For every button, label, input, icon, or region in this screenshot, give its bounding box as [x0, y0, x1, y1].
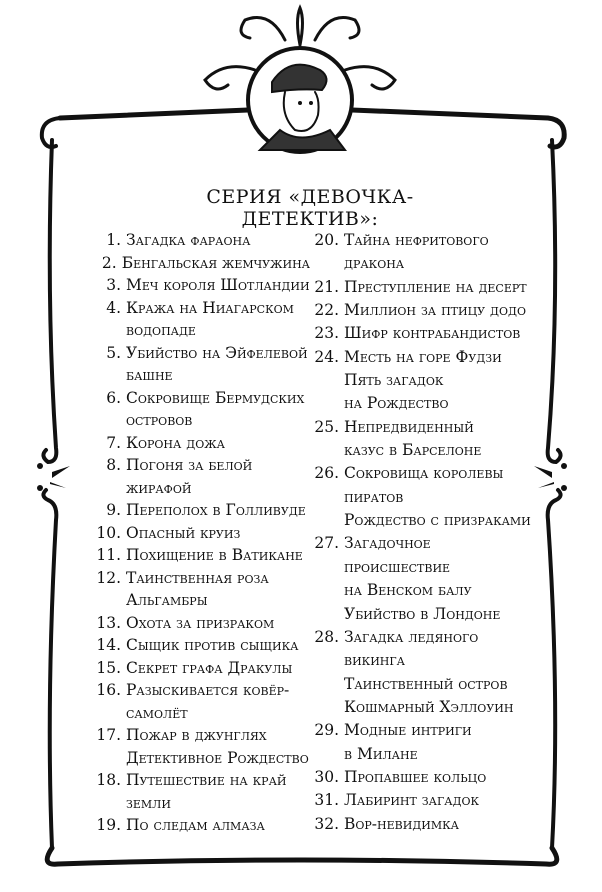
book-entry	[300, 462, 570, 509]
book-title-line: Похищение в Ватикане	[126, 546, 303, 564]
book-entry	[300, 813, 570, 836]
book-entry	[300, 719, 570, 766]
book-number	[300, 696, 344, 719]
book-entry	[70, 454, 310, 499]
book-title	[126, 454, 252, 499]
book-number: 29.	[314, 721, 339, 740]
book-entry	[70, 544, 310, 567]
book-number: 6.	[106, 388, 121, 407]
book-entry	[300, 229, 570, 276]
book-title-line: казус в Барселоне	[344, 441, 482, 460]
book-number: 32.	[314, 814, 339, 833]
book-number: 5.	[106, 343, 121, 362]
book-entry	[300, 673, 570, 696]
detective-portrait-medallion	[248, 48, 352, 152]
book-title-line: Бенгальская жемчужина	[121, 253, 310, 272]
book-number: 26.	[314, 464, 339, 483]
book-number: 21.	[314, 277, 339, 296]
book-title-line: происшествие	[344, 557, 451, 576]
book-title	[126, 387, 304, 432]
book-entry	[70, 274, 310, 297]
book-title-line: Кошмарный Хэллоуин	[344, 697, 514, 716]
book-title	[126, 522, 240, 545]
book-number	[300, 603, 344, 626]
book-title	[126, 274, 310, 297]
book-title	[126, 724, 309, 769]
book-number	[300, 673, 344, 696]
book-number: 2.	[101, 253, 117, 272]
book-title-line: Погоня за белой	[126, 456, 253, 474]
book-number: 8.	[106, 456, 121, 474]
book-number: 11.	[96, 546, 121, 564]
book-title-line: Шифр контрабандистов	[344, 324, 521, 343]
book-title	[344, 813, 459, 836]
book-number: 4.	[106, 298, 121, 317]
book-title-line: Рождество с призраками	[344, 511, 531, 530]
book-title-line: на Венском балу	[344, 581, 472, 600]
book-entry	[70, 769, 310, 814]
book-title	[344, 369, 448, 416]
book-entry	[70, 522, 310, 545]
book-title-line: Разыскивается ковёр-	[126, 681, 290, 699]
book-entry	[70, 679, 310, 724]
book-title-line: Секрет графа Дракулы	[126, 658, 293, 677]
book-entry	[300, 603, 570, 626]
book-title-line: на Рождество	[344, 394, 449, 413]
book-number: 12.	[96, 568, 121, 587]
book-title	[344, 603, 500, 626]
book-entry	[70, 432, 310, 455]
book-title-line: Сокровище Бермудских	[126, 388, 305, 407]
book-list-left	[70, 229, 310, 837]
book-title-line: Сыщик против сыщика	[126, 636, 299, 654]
book-title-line: Миллион за птицу додо	[344, 301, 526, 320]
book-title	[126, 499, 306, 522]
book-title-line: Убийство в Лондоне	[344, 604, 501, 623]
book-entry	[70, 814, 310, 837]
book-number: 20.	[314, 231, 339, 249]
book-entry	[300, 789, 570, 812]
book-title	[344, 719, 472, 766]
book-entry	[70, 499, 310, 522]
book-title	[126, 769, 287, 814]
book-title-line: По следам алмаза	[126, 816, 265, 834]
book-entry	[70, 229, 310, 252]
book-title-line: Пропавшее кольцо	[344, 767, 487, 786]
book-title-line: Альгамбры	[126, 591, 208, 609]
book-title	[344, 229, 489, 276]
book-title-line: Модные интриги	[344, 721, 472, 740]
book-title-line: Опасный круиз	[126, 523, 241, 542]
book-entry	[70, 297, 310, 342]
book-title-line: Загадка ледяного	[344, 627, 479, 646]
series-title: СЕРИЯ «ДЕВОЧКА-ДЕТЕКТИВ»:	[206, 186, 414, 230]
book-entry	[300, 299, 570, 322]
book-title	[126, 679, 289, 724]
book-number: 27.	[314, 534, 339, 553]
book-title	[344, 673, 508, 696]
book-entry	[70, 724, 310, 769]
book-title	[126, 657, 292, 680]
book-title	[126, 297, 294, 342]
book-title-line: Месть на горе Фудзи	[344, 347, 502, 366]
book-number: 28.	[314, 627, 339, 646]
book-number: 14.	[96, 636, 121, 654]
book-title	[344, 789, 479, 812]
book-entry	[300, 276, 570, 299]
book-title-line: Загадочное	[344, 534, 431, 553]
book-title	[126, 229, 250, 252]
book-number: 23.	[314, 324, 339, 343]
book-title	[344, 346, 502, 369]
book-title-line: Убийство на Эйфелевой	[126, 343, 308, 362]
book-title	[126, 544, 303, 567]
book-title-line: Корона дожа	[126, 433, 225, 452]
book-title-line: Загадка фараона	[126, 231, 251, 249]
book-entry	[300, 369, 570, 416]
book-number: 18.	[96, 771, 121, 789]
book-title-line: Таинственная роза	[126, 568, 269, 587]
book-title-line: Переполох в Голливуде	[126, 501, 306, 519]
book-number: 19.	[96, 816, 121, 834]
book-entry	[300, 509, 570, 532]
book-number: 3.	[106, 276, 121, 294]
frame-bottom	[47, 848, 557, 864]
book-list-right	[300, 229, 570, 836]
book-title-line: Тайна нефритового	[344, 231, 489, 249]
book-title	[344, 696, 513, 719]
book-entry	[70, 342, 310, 387]
book-title	[344, 322, 520, 345]
book-title-line: дракона	[344, 254, 405, 273]
book-title-line: башне	[126, 366, 173, 384]
book-number: 1.	[106, 231, 121, 249]
book-title-line: Пожар в джунглях	[126, 726, 267, 744]
book-number: 30.	[314, 767, 339, 786]
book-title-line: викинга	[344, 651, 405, 670]
book-title-line: Преступление на десерт	[344, 277, 527, 296]
book-title	[126, 612, 274, 635]
book-title-line: жирафой	[126, 478, 192, 497]
book-title	[344, 766, 486, 789]
book-title	[122, 252, 310, 275]
frame-top-left	[42, 110, 248, 147]
book-number: 9.	[106, 501, 121, 519]
book-title	[344, 299, 526, 322]
book-number: 13.	[96, 613, 121, 632]
book-number: 31.	[314, 791, 339, 810]
book-number: 10.	[96, 523, 121, 542]
book-entry	[70, 612, 310, 635]
book-title	[344, 532, 472, 602]
frame-left-top	[43, 140, 56, 462]
book-title	[126, 634, 298, 657]
book-title-line: Вор-невидимка	[344, 814, 459, 833]
book-title	[344, 626, 478, 673]
book-entry	[300, 696, 570, 719]
book-title-line: в Милане	[344, 744, 418, 763]
book-entry	[70, 387, 310, 432]
left-flourish	[37, 463, 70, 491]
book-title	[126, 814, 265, 837]
book-number	[300, 509, 344, 532]
book-number: 7.	[106, 433, 121, 452]
book-title-line: земли	[126, 793, 171, 812]
book-entry	[300, 766, 570, 789]
book-title-line: самолёт	[126, 703, 188, 722]
frame-left-bottom	[43, 490, 56, 848]
book-title-line: водопаде	[126, 321, 196, 339]
book-entry	[300, 322, 570, 345]
book-title-line: Пять загадок	[344, 371, 444, 390]
book-entry	[300, 532, 570, 602]
book-title	[344, 276, 527, 299]
book-title	[126, 432, 225, 455]
book-entry	[70, 567, 310, 612]
book-number: 24.	[314, 347, 339, 366]
book-title-line: Детективное Рождество	[126, 748, 309, 767]
book-number: 15.	[96, 658, 121, 677]
book-title-line: Кража на Ниагарском	[126, 298, 294, 317]
frame-top-right	[352, 110, 564, 147]
book-entry	[300, 416, 570, 463]
book-title-line: Непредвиденный	[344, 417, 474, 436]
book-title	[344, 416, 481, 463]
book-title-line: Охота за призраком	[126, 613, 275, 632]
book-title-line: Лабиринт загадок	[344, 791, 480, 810]
book-entry	[70, 634, 310, 657]
book-entry	[70, 252, 310, 275]
book-number: 25.	[314, 417, 339, 436]
book-entry	[300, 626, 570, 673]
book-number	[300, 369, 344, 416]
book-number: 16.	[96, 681, 121, 699]
book-title	[126, 567, 269, 612]
book-entry	[300, 346, 570, 369]
book-title-line: Меч короля Шотландии	[126, 276, 310, 294]
book-title-line: Таинственный остров	[344, 674, 508, 693]
book-title-line: островов	[126, 411, 193, 429]
book-title-line: пиратов	[344, 487, 404, 506]
book-title	[344, 509, 531, 532]
book-number: 22.	[314, 301, 339, 320]
book-title-line: Путешествие на край	[126, 771, 287, 789]
book-title-line: Сокровища королевы	[344, 464, 504, 483]
book-title	[126, 342, 308, 387]
book-title	[344, 462, 503, 509]
book-number: 17.	[96, 726, 121, 744]
book-entry	[70, 657, 310, 680]
